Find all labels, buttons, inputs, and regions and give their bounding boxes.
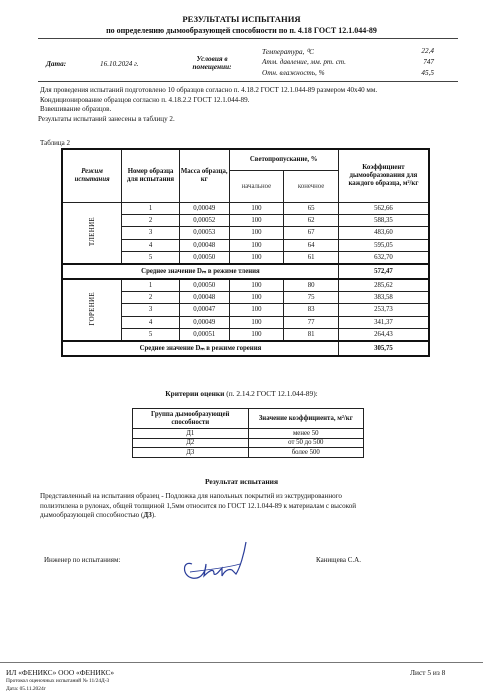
meta-divider [38, 81, 458, 82]
cell-t1: 80 [284, 279, 339, 291]
result-line: Представленный на испытания образец - Подложка для напольных покрытий из экструдированного [40, 492, 342, 500]
criteria-cell-v: менее 50 [248, 429, 363, 439]
criteria-row [133, 438, 364, 448]
footer-page: Лист 5 из 8 [410, 668, 446, 677]
cell-n: 4 [122, 239, 180, 251]
result-group: Д3 [143, 511, 152, 520]
table-row [62, 279, 429, 291]
cell-d: 383,58 [338, 291, 429, 303]
humidity-label: Отн. влажность, % [262, 69, 325, 77]
criteria-title-bold: Критерии оценки [165, 389, 225, 398]
criteria-cell-v: более 500 [248, 448, 363, 458]
smoldering-average-value: 572,47 [338, 264, 429, 279]
date-value: 16.10.2024 г. [100, 60, 139, 68]
result-text-part: дымообразующей способностью ( [40, 511, 144, 520]
smoldering-mode-label [62, 202, 122, 264]
criteria-title-rest: (п. 2.14.2 ГОСТ 12.1.044-89): [224, 389, 318, 398]
cell-mass: 0,00051 [179, 329, 229, 341]
pressure-label: Атм. давление, мм. рт. ст. [262, 58, 346, 66]
cell-mass: 0,00047 [179, 304, 229, 316]
criteria-header-group: Группа дымообразующей способности [133, 409, 249, 429]
page-subtitle: по определению дымообразующей способности по п. 4.18 ГОСТ 12.1.044-89 [106, 26, 377, 35]
criteria-header-value: Значение коэффициента, м²/кг [248, 409, 363, 429]
signature-stroke [185, 542, 247, 578]
criteria-rows [133, 429, 364, 458]
cell-mass: 0,00049 [179, 316, 229, 328]
criteria-table [132, 408, 364, 458]
cell-t0: 100 [229, 304, 284, 316]
conditions-label [184, 55, 240, 71]
intro-line: Результаты испытаний занесены в таблицу 2. [38, 114, 175, 123]
cell-mass: 0,00053 [179, 227, 229, 239]
cell-t1: 67 [284, 227, 339, 239]
cell-t0: 100 [229, 329, 284, 341]
cell-t1: 77 [284, 316, 339, 328]
cell-t0: 100 [229, 316, 284, 328]
cell-t0: 100 [229, 291, 284, 303]
page-title: РЕЗУЛЬТАТЫ ИСПЫТАНИЯ [182, 14, 301, 24]
cell-d: 632,70 [338, 252, 429, 264]
result-line [40, 511, 460, 521]
cell-t0: 100 [229, 252, 284, 264]
table-caption: Таблица 2 [40, 139, 70, 147]
burning-average-label: Среднее значение Dₘ в режиме горения [62, 341, 338, 356]
cell-d: 264,43 [338, 329, 429, 341]
cell-n: 2 [122, 214, 180, 226]
cell-t1: 61 [284, 252, 339, 264]
burning-mode-text: ГОРЕНИЕ [88, 292, 97, 326]
intro-line: Для проведения испытаний подготовлено 10 образцов согласно п. 4.18.2 ГОСТ 12.1.044-89 размером 40х40 мм. [40, 86, 378, 94]
criteria-title [0, 389, 483, 398]
footer-divider [0, 662, 483, 663]
cell-n: 4 [122, 316, 180, 328]
cell-n: 2 [122, 291, 180, 303]
cell-d: 285,62 [338, 279, 429, 291]
smoldering-average-label: Среднее значение Dₘ в режиме тления [62, 264, 338, 279]
burning-average-value: 305,75 [338, 341, 429, 356]
cell-d: 562,66 [338, 202, 429, 214]
temp-label: Температура, ⁰С [262, 48, 314, 56]
cell-mass: 0,00048 [179, 291, 229, 303]
result-line: полиэтилена в рулонах, общей толщиной 1,5мм относится по ГОСТ 12.1.044-89 к материалам с высокой [40, 501, 357, 510]
cell-mass: 0,00049 [179, 202, 229, 214]
cell-t0: 100 [229, 239, 284, 251]
smoldering-mode-text: ТЛЕНИЕ [88, 217, 97, 247]
date-label: Дата: [46, 60, 67, 68]
intro-line: Кондиционирование образцов согласно п. 4.18.2.2 ГОСТ 12.1.044-89. [40, 95, 250, 104]
cell-mass: 0,00050 [179, 279, 229, 291]
cell-n: 1 [122, 202, 180, 214]
cell-d: 341,37 [338, 316, 429, 328]
header-divider [38, 38, 458, 39]
cell-t0: 100 [229, 279, 284, 291]
cell-n: 1 [122, 279, 180, 291]
cell-n: 5 [122, 329, 180, 341]
criteria-cell-g: Д2 [133, 438, 249, 448]
result-title: Результат испытания [204, 477, 279, 486]
signature-image [176, 534, 256, 584]
burning-section [62, 279, 429, 341]
cell-t1: 83 [284, 304, 339, 316]
cell-mass: 0,00050 [179, 252, 229, 264]
header-light-start: начальное [229, 170, 284, 202]
burning-mode-label [62, 279, 122, 341]
temp-value: 22,4 [421, 47, 434, 55]
cell-d: 595,05 [338, 239, 429, 251]
engineer-name: Канищева С.А. [316, 556, 361, 564]
cell-t0: 100 [229, 202, 284, 214]
cell-d: 253,73 [338, 304, 429, 316]
header-mode: Режим испытания [62, 149, 122, 202]
criteria-row [133, 429, 364, 439]
intro-text [40, 86, 470, 124]
cell-t0: 100 [229, 227, 284, 239]
cell-t1: 64 [284, 239, 339, 251]
cell-d: 588,35 [338, 214, 429, 226]
pressure-value: 747 [423, 58, 434, 66]
criteria-cell-g: Д1 [133, 429, 249, 439]
footer-date: Дата: 05.11.2024г [6, 686, 46, 692]
footer-org: ИЛ «ФЕНИКС» ООО «ФЕНИКС» [6, 668, 115, 677]
engineer-label: Инженер по испытаниям: [44, 556, 121, 564]
result-text-part: ). [151, 511, 156, 520]
cell-mass: 0,00052 [179, 214, 229, 226]
cell-n: 3 [122, 304, 180, 316]
cell-mass: 0,00048 [179, 239, 229, 251]
conditions-label-line1: Условия в [196, 55, 228, 63]
cell-t1: 81 [284, 329, 339, 341]
criteria-cell-v: от 50 до 500 [248, 438, 363, 448]
criteria-cell-g: Д3 [133, 448, 249, 458]
humidity-value: 45,5 [421, 69, 434, 77]
header-light-transmission: Светопропускание, % [229, 149, 338, 170]
cell-t0: 100 [229, 214, 284, 226]
table-row [62, 202, 429, 214]
cell-d: 483,60 [338, 227, 429, 239]
intro-line: Взвешивание образцов. [40, 105, 112, 114]
header-mass: Масса образца, кг [179, 149, 229, 202]
results-table [61, 148, 430, 357]
criteria-row [133, 448, 364, 458]
cell-t1: 65 [284, 202, 339, 214]
smoldering-section [62, 202, 429, 264]
conditions-label-line2: помещении: [192, 63, 232, 71]
header-coefficient: Коэффициент дымообразования для каждого образца, м²/кг [338, 149, 429, 202]
header-light-end: конечное [284, 170, 339, 202]
cell-t1: 62 [284, 214, 339, 226]
cell-t1: 75 [284, 291, 339, 303]
cell-n: 3 [122, 227, 180, 239]
cell-n: 5 [122, 252, 180, 264]
footer-protocol: Протокол оценочных испытаний № 11/24Д-3 [6, 678, 110, 684]
result-text [40, 492, 460, 521]
header-sample-number: Номер образца для испытания [122, 149, 180, 202]
